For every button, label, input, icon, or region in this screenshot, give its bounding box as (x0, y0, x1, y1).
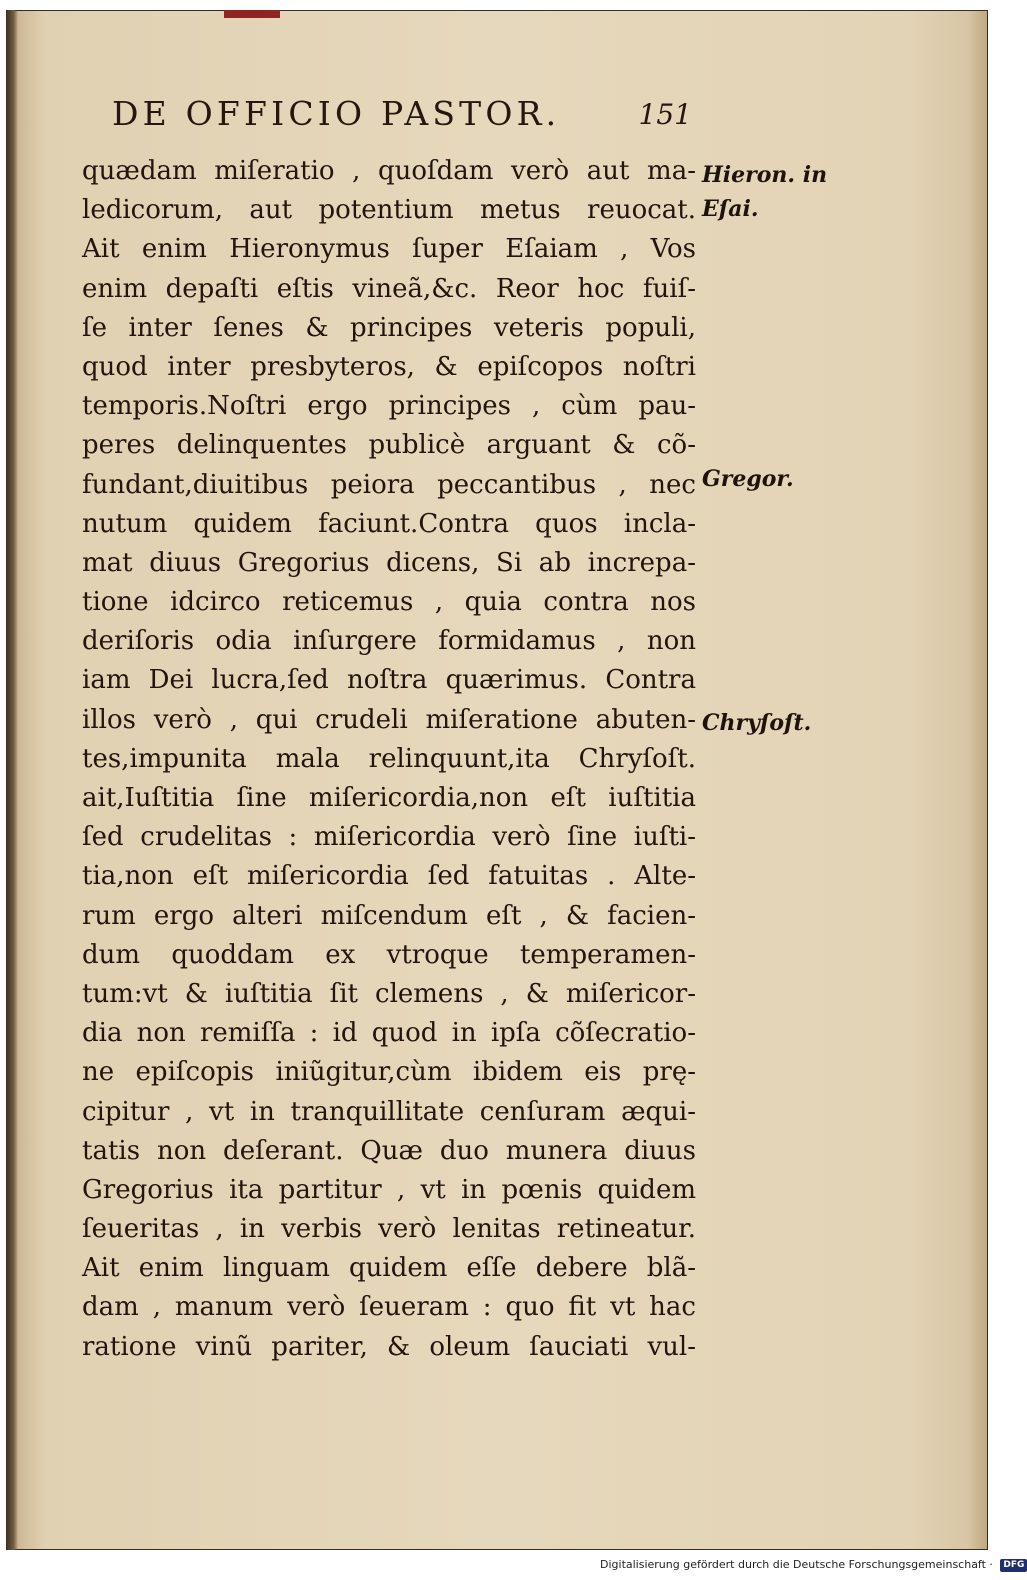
text-line: Ait enim Hieronymus ſuper Eſaiam , Vos (82, 234, 696, 265)
text-line: ait,Iuſtitia ſine miſericordia,non eſt iuſtitia (82, 783, 696, 813)
text-line: ſeueritas , in verbis verò lenitas retineatur. (82, 1214, 696, 1245)
marginal-note-chrysostomus (702, 706, 811, 740)
page-number: 151 (638, 98, 692, 131)
text-line: dum quoddam ex vtroque temperamen- (82, 939, 696, 970)
text-line: ledicorum, aut potentium metus reuocat. (82, 195, 696, 226)
text-line: dia non remiſſa : id quod in ipſa cõſecratio- (82, 1018, 696, 1049)
text-line: enim depaſti eſtis vineã,&c. Reor hoc fuiſ- (82, 273, 696, 304)
text-line: tia,non eſt miſericordia ſed fatuitas . Alte- (82, 861, 696, 892)
marginal-note-line: Gregor. (702, 466, 794, 492)
text-line: rum ergo alteri miſcendum eſt , & facien- (82, 900, 696, 931)
text-line: dam , manum verò ſeueram : quo fit vt hac (82, 1292, 696, 1323)
text-line: ne epiſcopis iniũgitur,cùm ibidem eis prę- (82, 1057, 696, 1088)
text-line: deriſoris odia inſurgere formidamus , non (82, 626, 696, 657)
marginal-note-gregorius (702, 462, 794, 496)
text-line: temporis.Noſtri ergo principes , cùm pau- (82, 391, 696, 422)
text-line: peres delinquentes publicè arguant & cõ- (82, 430, 696, 461)
text-line: ſed crudelitas : miſericordia verò ſine iuſti- (82, 822, 696, 853)
marginal-note-line: Hieron. in (702, 162, 828, 188)
page-gutter-shadow (6, 10, 18, 1550)
main-text-block (82, 152, 696, 1367)
dfg-logo: DFG (1000, 1559, 1027, 1572)
text-line: tes,impunita mala relinquunt,ita Chryſoſt. (82, 743, 696, 774)
marginal-note-line: Eſai. (702, 196, 759, 222)
text-line: iam Dei lucra,ſed noſtra quærimus. Contra (82, 665, 696, 696)
text-line: tione idcirco reticemus , quia contra nos (82, 587, 696, 618)
text-line: ſe inter ſenes & principes veteris populi, (82, 312, 696, 343)
text-line: mat diuus Gregorius dicens, Si ab increpa- (82, 547, 696, 578)
text-line: illos verò , qui crudeli miſeratione abuten- (82, 704, 696, 735)
text-line: quædam miſeratio , quoſdam verò aut ma- (82, 156, 696, 186)
running-title: DE OFFICIO PASTOR. (112, 94, 561, 133)
digitization-credit (600, 1555, 1025, 1575)
text-line: nutum quidem faciunt.Contra quos incla- (82, 508, 696, 539)
text-line: tum:vt & iuſtitia ſit clemens , & miſericor- (82, 978, 696, 1009)
text-line: tatis non deſerant. Quæ duo munera diuus (82, 1135, 696, 1166)
marginal-note-hieronymus (702, 158, 827, 226)
marginal-note-line: Chryſoſt. (702, 710, 812, 736)
text-line: fundant,diuitibus peiora peccantibus , nec (82, 469, 696, 500)
ribbon-bookmark (224, 10, 280, 18)
credit-text: Digitalisierung gefördert durch die Deutsche Forschungsgemeinschaft · (600, 1558, 993, 1571)
text-line: ratione vinũ pariter, & oleum ſauciati vul- (82, 1331, 696, 1362)
running-head (112, 94, 692, 140)
text-line: Ait enim linguam quidem eſſe debere blã- (82, 1253, 696, 1284)
text-line: quod inter presbyteros, & epiſcopos noſtri (82, 351, 696, 382)
text-line: cipitur , vt in tranquillitate cenſuram æqui- (82, 1096, 696, 1127)
text-line: Gregorius ita partitur , vt in pœnis quidem (82, 1174, 696, 1205)
